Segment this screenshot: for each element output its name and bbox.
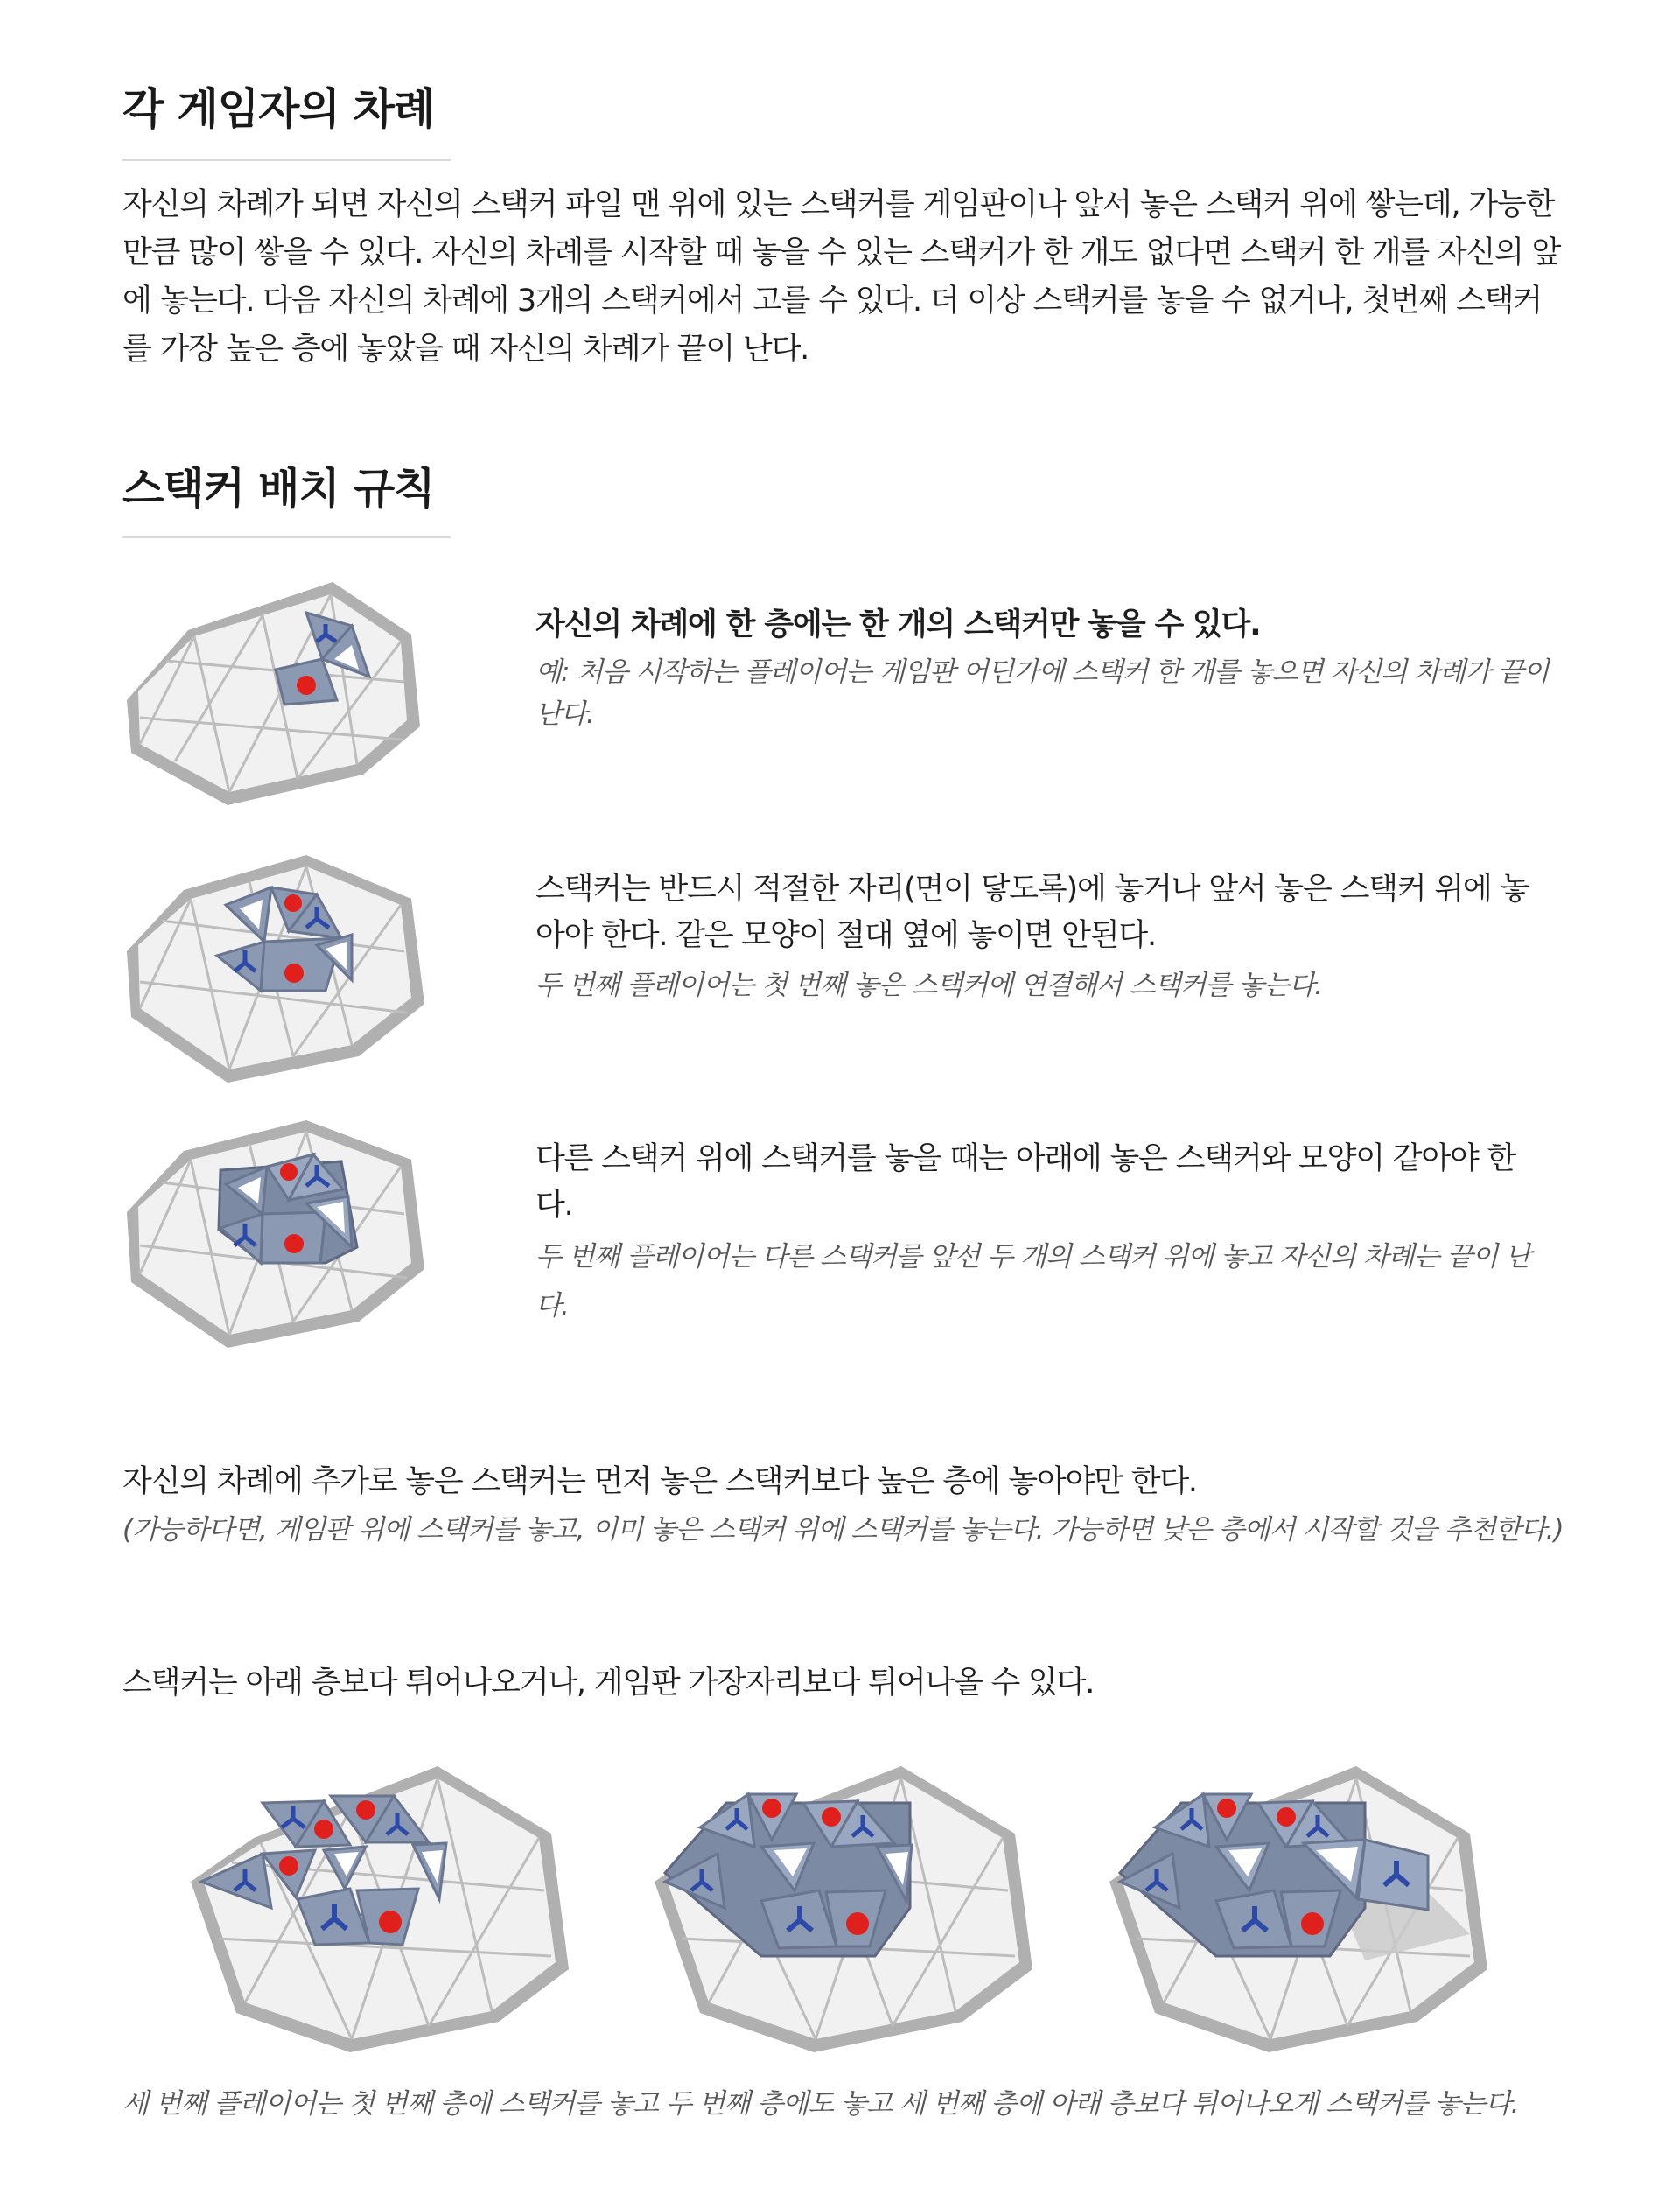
rule-3	[536, 1136, 1550, 1330]
rule-1	[536, 602, 1550, 735]
turn-paragraph: 자신의 차례가 되면 자신의 스택커 파일 맨 위에 있는 스택커를 게임판이나 앞서 놓은 스택커 위에 쌓는데, 가능한 만큼 많이 쌓을 수 있다. 자신의 차례를 시작할 때 놓을 수 있는 스택커가 한 개도 없다면 스택커 한 개를 자신의 앞에 놓는다. 다음 자신의 차례에 3개의 스택커에서 고를 수 있다. 더 이상 스택커를 놓을 수 없거나, 첫번째 스택커를 가장 높은 층에 놓았을 때 자신의 차례가 끝이 난다.	[122, 187, 1561, 367]
title-underline	[122, 159, 451, 161]
overhang-illustration-3	[1102, 1759, 1505, 2057]
rule-3-text: 다른 스택커 위에 스택커를 놓을 때는 아래에 놓은 스택커와 모양이 같아야 한다.	[536, 1141, 1516, 1223]
additional-rule-text: 자신의 차례에 추가로 놓은 스택커는 먼저 놓은 스택커보다 높은 층에 놓아야만 한다.	[122, 1464, 1197, 1499]
rule-1-text: 자신의 차례에 한 층에는 한 개의 스택커만 놓을 수 있다.	[536, 607, 1261, 642]
additional-rule	[122, 1459, 1575, 1551]
section-title-turn: 각 게임자의 차례	[122, 84, 435, 134]
overhang-rule-text: 스택커는 아래 층보다 튀어나오거나, 게임판 가장자리보다 튀어나올 수 있다.	[122, 1666, 1095, 1701]
section-title-placement: 스택커 배치 규칙	[122, 464, 435, 514]
overhang-illustration-2	[648, 1759, 1050, 2057]
board-illustration-1	[122, 573, 438, 810]
rule-2	[536, 866, 1550, 1006]
additional-rule-note: (가능하다면, 게임판 위에 스택커를 놓고, 이미 놓은 스택커 위에 스택커를 놓는다. 가능하면 낮은 층에서 시작할 것을 추천한다.)	[122, 1514, 1564, 1546]
rule-2-example: 두 번째 플레이어는 첫 번째 놓은 스택커에 연결해서 스택커를 놓는다.	[536, 970, 1323, 1001]
stacker-tile-dot	[261, 1212, 326, 1263]
board-illustration-2	[122, 851, 438, 1087]
overhang-caption: 세 번째 플레이어는 첫 번째 층에 스택커를 놓고 두 번째 층에도 놓고 세 번째 층에 아래 층보다 튀어나오게 스택커를 놓는다.	[122, 2088, 1519, 2120]
board-illustration-3	[122, 1116, 438, 1352]
rule-1-example: 예: 처음 시작하는 플레이어는 게임판 어딘가에 스택커 한 개를 놓으면 자신의 차례가 끝이 난다.	[536, 656, 1549, 730]
rule-3-example: 두 번째 플레이어는 다른 스택커를 앞선 두 개의 스택커 위에 놓고 자신의 차례는 끝이 난다.	[536, 1241, 1531, 1322]
title-underline	[122, 536, 451, 538]
game-board	[127, 582, 420, 805]
rule-2-text: 스택커는 반드시 적절한 자리(면이 닿도록)에 놓거나 앞서 놓은 스택커 위에 놓아야 한다. 같은 모양이 절대 옆에 놓이면 안된다.	[536, 872, 1530, 953]
overhang-illustration-1	[184, 1759, 586, 2057]
